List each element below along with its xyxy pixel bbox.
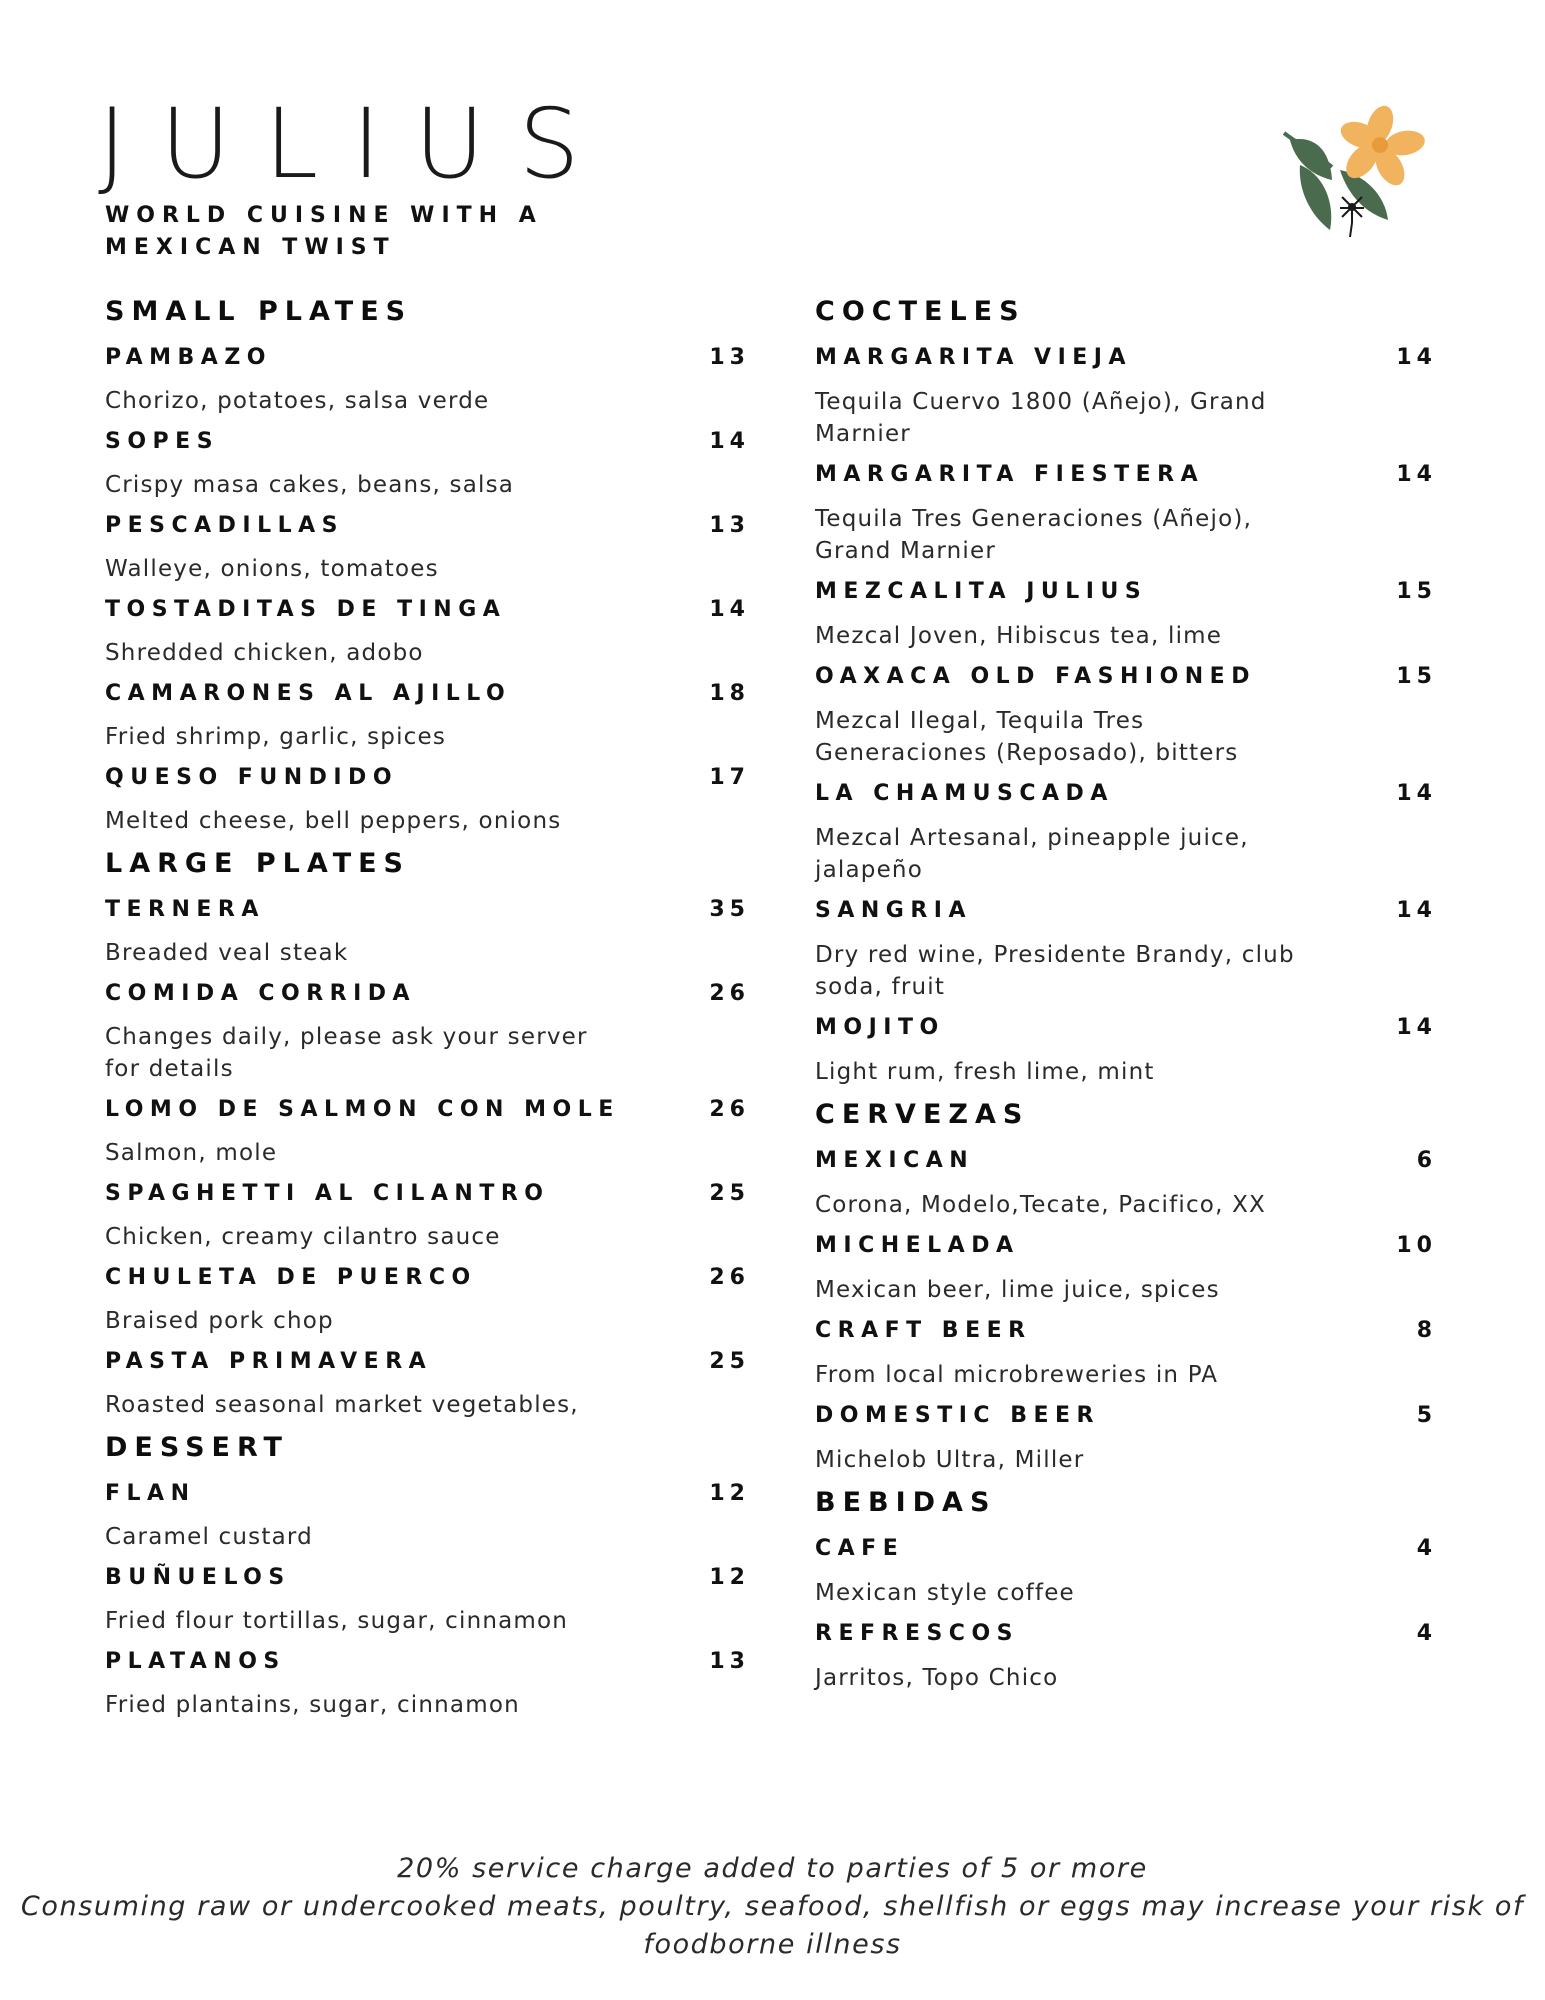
menu-item-description: Caramel custard <box>105 1524 313 1550</box>
menu-item <box>815 1146 1437 1221</box>
menu-item-price: 14 <box>1396 1015 1437 1040</box>
menu-item-name: MOJITO <box>815 1015 945 1040</box>
menu-item-description: Tequila Cuervo 1800 (Añejo), Grand Marnier <box>815 389 1267 447</box>
menu-item-price: 14 <box>1396 898 1437 923</box>
menu-item-description: Mexican style coffee <box>815 1580 1075 1606</box>
menu-item-name: PLATANOS <box>105 1649 286 1674</box>
menu-item-price: 26 <box>709 1097 750 1122</box>
menu-item-name: CAMARONES AL AJILLO <box>105 681 512 706</box>
menu-item <box>815 460 1437 567</box>
menu-item-price: 14 <box>709 597 750 622</box>
menu-item-price: 5 <box>1416 1403 1437 1428</box>
menu-item-price: 25 <box>709 1181 750 1206</box>
menu-item <box>105 1479 750 1553</box>
menu-item <box>105 763 750 837</box>
menu-item-description: Walleye, onions, tomatoes <box>105 556 439 582</box>
food-safety-disclaimer: Consuming raw or undercooked meats, poultry, seafood, shellfish or eggs may increase your risk of foodborne illness <box>20 1891 1525 1960</box>
menu-item <box>815 1401 1437 1476</box>
menu-item-description: Michelob Ultra, Miller <box>815 1447 1085 1473</box>
menu-item-name: CHULETA DE PUERCO <box>105 1265 477 1290</box>
menu-item-name: OAXACA OLD FASHIONED <box>815 664 1256 689</box>
menu-section <box>105 1431 750 1721</box>
menu-item-name: LA CHAMUSCADA <box>815 781 1114 806</box>
menu-item-description: Corona, Modelo,Tecate, Pacifico, XX <box>815 1192 1267 1218</box>
menu-section <box>815 1486 1437 1694</box>
menu-item-description: Breaded veal steak <box>105 940 349 966</box>
menu-item <box>105 343 750 417</box>
left-menu-column <box>105 295 750 1731</box>
menu-item <box>105 1347 750 1421</box>
menu-item <box>105 1563 750 1637</box>
menu-item-description: Melted cheese, bell peppers, onions <box>105 808 562 834</box>
menu-item-name: PESCADILLAS <box>105 513 345 538</box>
menu-item <box>105 1179 750 1253</box>
section-heading: BEBIDAS <box>815 1487 997 1518</box>
menu-item-price: 10 <box>1396 1233 1437 1258</box>
menu-item <box>815 1231 1437 1306</box>
menu-item-description: Fried plantains, sugar, cinnamon <box>105 1692 520 1718</box>
menu-item-name: TOSTADITAS DE TINGA <box>105 597 507 622</box>
menu-item-name: CAFE <box>815 1536 905 1561</box>
menu-item <box>815 662 1437 769</box>
menu-item-description: Tequila Tres Generaciones (Añejo), Grand Marnier <box>815 506 1253 564</box>
menu-item-description: Changes daily, please ask your server for details <box>105 1024 588 1082</box>
menu-item-description: Fried shrimp, garlic, spices <box>105 724 447 750</box>
menu-item-name: MEXICAN <box>815 1148 975 1173</box>
menu-footer <box>0 1850 1545 1964</box>
menu-item <box>105 1095 750 1169</box>
section-heading: DESSERT <box>105 1432 289 1463</box>
menu-section <box>105 295 750 837</box>
menu-item-price: 13 <box>709 513 750 538</box>
menu-item-price: 13 <box>709 1649 750 1674</box>
menu-item-name: CRAFT BEER <box>815 1318 1032 1343</box>
menu-item-name: QUESO FUNDIDO <box>105 765 399 790</box>
menu-item <box>815 1013 1437 1088</box>
flower-branch-icon <box>1270 95 1440 245</box>
menu-item-price: 15 <box>1396 664 1437 689</box>
menu-item-description: Salmon, mole <box>105 1140 278 1166</box>
menu-item <box>815 1534 1437 1609</box>
menu-item <box>105 679 750 753</box>
menu-item-price: 4 <box>1416 1536 1437 1561</box>
menu-item <box>105 427 750 501</box>
menu-item-price: 12 <box>709 1565 750 1590</box>
menu-item-price: 12 <box>709 1481 750 1506</box>
menu-item-description: Chicken, creamy cilantro sauce <box>105 1224 501 1250</box>
restaurant-tagline: WORLD CUISINE WITH A MEXICAN TWIST <box>105 203 543 260</box>
menu-item-price: 18 <box>709 681 750 706</box>
section-heading: LARGE PLATES <box>105 848 410 879</box>
menu-item-name: MICHELADA <box>815 1233 1020 1258</box>
menu-item-name: TERNERA <box>105 897 265 922</box>
menu-item-price: 35 <box>709 897 750 922</box>
service-charge-note: 20% service charge added to parties of 5 or more <box>397 1853 1148 1884</box>
menu-item <box>105 979 750 1085</box>
menu-item-description: Mezcal Joven, Hibiscus tea, lime <box>815 623 1223 649</box>
menu-item <box>815 779 1437 886</box>
menu-item-price: 26 <box>709 981 750 1006</box>
menu-item-name: SANGRIA <box>815 898 972 923</box>
menu-section <box>105 847 750 1421</box>
menu-item <box>815 896 1437 1003</box>
menu-item <box>815 343 1437 450</box>
menu-item-name: PASTA PRIMAVERA <box>105 1349 433 1374</box>
menu-item-description: Braised pork chop <box>105 1308 334 1334</box>
menu-item-description: Jarritos, Topo Chico <box>815 1665 1059 1691</box>
menu-item-price: 4 <box>1416 1621 1437 1646</box>
menu-item-price: 15 <box>1396 579 1437 604</box>
menu-item-name: SOPES <box>105 429 220 454</box>
section-heading: SMALL PLATES <box>105 296 413 327</box>
restaurant-name: JULIUS <box>98 88 614 200</box>
menu-item-description: Chorizo, potatoes, salsa verde <box>105 388 490 414</box>
menu-item-name: MARGARITA VIEJA <box>815 345 1133 370</box>
menu-item-description: Mezcal Ilegal, Tequila Tres Generaciones (Reposado), bitters <box>815 708 1239 766</box>
menu-item-price: 14 <box>1396 781 1437 806</box>
right-menu-column <box>815 295 1437 1704</box>
menu-item-price: 26 <box>709 1265 750 1290</box>
menu-item-name: DOMESTIC BEER <box>815 1403 1100 1428</box>
menu-item-price: 17 <box>709 765 750 790</box>
menu-item-name: COMIDA CORRIDA <box>105 981 417 1006</box>
menu-item <box>815 577 1437 652</box>
menu-item-description: Light rum, fresh lime, mint <box>815 1059 1155 1085</box>
section-heading: COCTELES <box>815 296 1026 327</box>
section-heading: CERVEZAS <box>815 1099 1030 1130</box>
menu-item-description: Mezcal Artesanal, pineapple juice, jalapeño <box>815 825 1249 883</box>
menu-item <box>105 1263 750 1337</box>
menu-item-price: 14 <box>709 429 750 454</box>
menu-item-description: Mexican beer, lime juice, spices <box>815 1277 1220 1303</box>
menu-item-description: Crispy masa cakes, beans, salsa <box>105 472 515 498</box>
menu-item-description: From local microbreweries in PA <box>815 1362 1219 1388</box>
menu-item-name: FLAN <box>105 1481 196 1506</box>
menu-item-name: MEZCALITA JULIUS <box>815 579 1148 604</box>
menu-item-description: Roasted seasonal market vegetables, <box>105 1392 579 1418</box>
menu-item <box>105 1647 750 1721</box>
menu-item-price: 14 <box>1396 345 1437 370</box>
menu-item-price: 25 <box>709 1349 750 1374</box>
menu-item-name: LOMO DE SALMON CON MOLE <box>105 1097 620 1122</box>
menu-item-name: BUÑUELOS <box>105 1565 291 1590</box>
menu-item-name: MARGARITA FIESTERA <box>815 462 1205 487</box>
menu-item <box>105 511 750 585</box>
menu-item-price: 8 <box>1416 1318 1437 1343</box>
menu-item-price: 6 <box>1416 1148 1437 1173</box>
menu-item-name: SPAGHETTI AL CILANTRO <box>105 1181 550 1206</box>
menu-item-price: 14 <box>1396 462 1437 487</box>
menu-item-name: PAMBAZO <box>105 345 272 370</box>
menu-item <box>815 1619 1437 1694</box>
menu-item-price: 13 <box>709 345 750 370</box>
menu-item <box>105 595 750 669</box>
menu-item <box>815 1316 1437 1391</box>
menu-item-name: REFRESCOS <box>815 1621 1020 1646</box>
menu-section <box>815 1098 1437 1476</box>
menu-item-description: Fried flour tortillas, sugar, cinnamon <box>105 1608 569 1634</box>
menu-item <box>105 895 750 969</box>
menu-item-description: Shredded chicken, adobo <box>105 640 424 666</box>
menu-section <box>815 295 1437 1088</box>
menu-item-description: Dry red wine, Presidente Brandy, club soda, fruit <box>815 942 1295 1000</box>
